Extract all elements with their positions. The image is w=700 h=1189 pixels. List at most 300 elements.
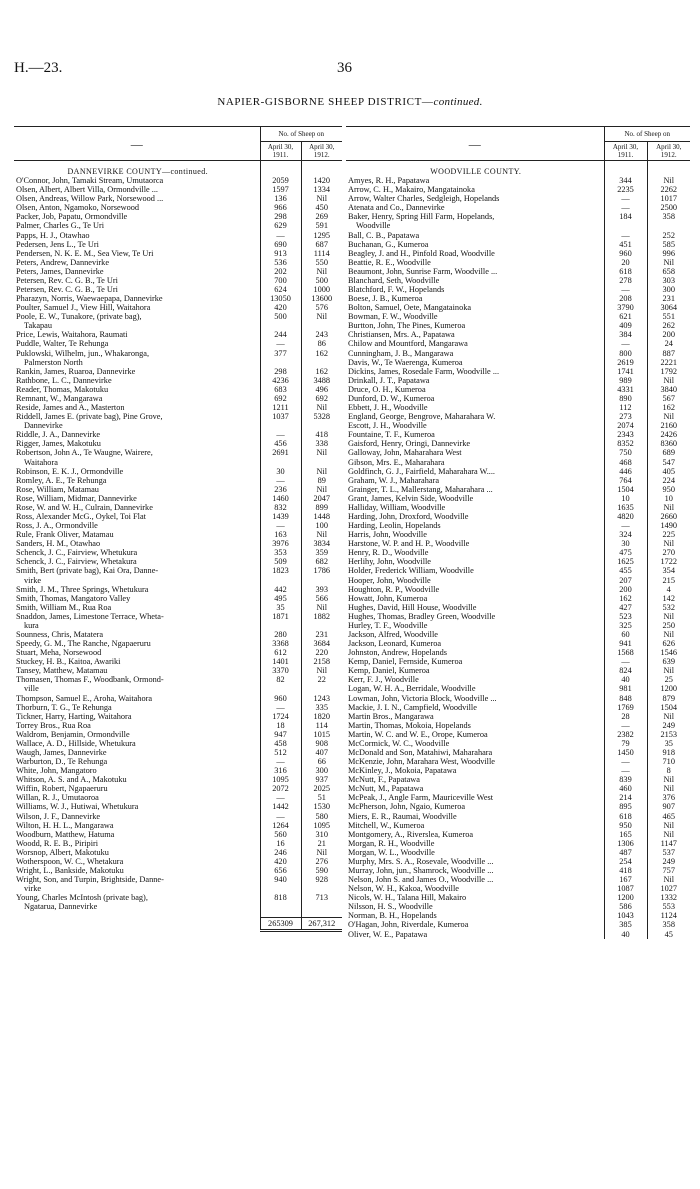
sheep-1912: Nil <box>301 448 342 457</box>
sheep-1911: — <box>604 766 647 775</box>
holder-name: Williams, W. J., Hutiwai, Whetukura <box>16 802 139 812</box>
holder-name: Dunford, D. W., Kumeroa <box>348 393 435 403</box>
holder-name: Beagley, J. and H., Pinfold Road, Woodville <box>348 248 495 258</box>
holder-name: Mackie, J. I. N., Campfield, Woodville <box>348 702 477 712</box>
holder-name: Pedersen, Jens L., Te Uri <box>16 239 99 249</box>
holder-name: Rankin, James, Ruaroa, Dannevirke <box>16 366 136 376</box>
sheep-1912: 887 <box>647 349 690 358</box>
sheep-1912: 338 <box>301 439 342 448</box>
sheep-1912: 162 <box>301 367 342 376</box>
holder-name: Baker, Henry, Spring Hill Farm, Hopelands, <box>348 212 495 222</box>
sheep-1911: 236 <box>260 485 301 494</box>
table-row <box>346 503 690 512</box>
holder-name: Stuart, Meha, Norsewood <box>16 648 102 658</box>
sheep-1912: 250 <box>647 621 690 630</box>
sheep-1912: 262 <box>647 321 690 330</box>
sheep-1911: 1724 <box>260 712 301 721</box>
table-row <box>346 267 690 276</box>
sheep-1912: 1000 <box>301 285 342 294</box>
holder-name: Petersen, Rev. C. G. B., Te Uri <box>16 275 118 285</box>
holder-name: Martin, W. C. and W. E., Orope, Kumeroa <box>348 729 488 739</box>
table-row <box>346 757 690 766</box>
table-row <box>346 657 690 666</box>
holder-name: Holder, Frederick William, Woodville <box>348 566 474 576</box>
sheep-1912: 1334 <box>301 185 342 194</box>
table-row <box>346 285 690 294</box>
holder-name: Robinson, E. K. J., Ormondville <box>16 466 124 476</box>
table-row <box>346 830 690 839</box>
holder-name: Kemp, Daniel, Fernside, Kumeroa <box>348 657 463 667</box>
sheep-1912: Nil <box>647 821 690 830</box>
table-row <box>14 321 342 330</box>
table-row <box>14 458 342 467</box>
sheep-1911: 981 <box>604 684 647 693</box>
table-row <box>346 231 690 240</box>
sheep-1911: 458 <box>260 739 301 748</box>
holder-name: Smith, J. M., Three Springs, Whetukura <box>16 584 149 594</box>
sheep-1912: 450 <box>301 203 342 212</box>
table-row <box>346 911 690 920</box>
sheep-1912: 692 <box>301 394 342 403</box>
sheep-1911: — <box>604 231 647 240</box>
sheep-1911: 586 <box>604 902 647 911</box>
sheep-1911: 1823 <box>260 566 301 575</box>
table-row <box>346 240 690 249</box>
sheep-1911: 989 <box>604 376 647 385</box>
table-row <box>346 666 690 675</box>
sheep-1911: 385 <box>604 920 647 929</box>
table-row <box>14 503 342 512</box>
sheep-1911: 700 <box>260 276 301 285</box>
sheep-1912: 418 <box>301 430 342 439</box>
holder-name: Jackson, Leonard, Kumeroa <box>348 639 442 649</box>
table-row <box>346 194 690 203</box>
sheep-1912: 220 <box>301 648 342 657</box>
sheep-1912: 553 <box>647 902 690 911</box>
sheep-1912: 639 <box>647 657 690 666</box>
sheep-1912: 231 <box>301 630 342 639</box>
sheep-1912: 950 <box>647 485 690 494</box>
table-row <box>14 830 342 839</box>
holder-name: Nelson, W. H., Kakoa, Woodville <box>348 884 459 894</box>
holder-name: Puklowski, Wilhelm, jun., Whakaronga, <box>16 348 150 358</box>
table-row <box>346 712 690 721</box>
sheep-1911: 460 <box>604 784 647 793</box>
table-row <box>346 703 690 712</box>
sheep-1912: 10 <box>647 494 690 503</box>
sheep-1911: 1625 <box>604 557 647 566</box>
sheep-1911: 200 <box>604 585 647 594</box>
holder-name: Rigger, James, Makotuku <box>16 439 101 449</box>
sheep-1912: 45 <box>647 930 690 939</box>
sheep-1911: — <box>604 339 647 348</box>
sheep-1912: Nil <box>647 539 690 548</box>
holder-name: Ebbett, J. H., Woodville <box>348 403 428 413</box>
holder-name: Grainger, T. L., Mallerstang, Maharahara ... <box>348 484 493 494</box>
sheep-1911: 1597 <box>260 185 301 194</box>
sheep-1911: 246 <box>260 848 301 857</box>
sheep-1912: Nil <box>647 176 690 185</box>
holder-name: Sanders, H. M., Otawhao <box>16 539 101 549</box>
sheep-1912: 1792 <box>647 367 690 376</box>
holder-name: Olsen, Anton, Ngamoko, Norsewood <box>16 203 140 213</box>
sheep-1912: 682 <box>301 557 342 566</box>
sheep-1911: 420 <box>260 857 301 866</box>
sheep-1912: 918 <box>647 748 690 757</box>
holder-name: Smith, William M., Rua Roa <box>16 602 112 612</box>
table-row <box>346 448 690 457</box>
table-row <box>14 821 342 830</box>
table-row <box>346 512 690 521</box>
sheep-1911: 2235 <box>604 185 647 194</box>
holder-name: McKinley, J., Mokoia, Papatawa <box>348 766 457 776</box>
table-row <box>14 376 342 385</box>
holder-name: Hughes, Thomas, Bradley Green, Woodville <box>348 611 496 621</box>
sheep-1911: 692 <box>260 394 301 403</box>
sheep-1912: 335 <box>301 703 342 712</box>
holder-name: Arrow, C. H., Makairo, Mangatainoka <box>348 185 475 195</box>
sheep-1911: 629 <box>260 221 301 230</box>
sheep-1912: 25 <box>647 675 690 684</box>
table-row <box>346 621 690 630</box>
table-row <box>14 739 342 748</box>
holder-name: Beaumont, John, Sunrise Farm, Woodville ... <box>348 266 498 276</box>
sheep-1911: 1635 <box>604 503 647 512</box>
sheep-1911: 1568 <box>604 648 647 657</box>
table-row <box>14 812 342 821</box>
sheep-1912: 551 <box>647 312 690 321</box>
sheep-1911: 344 <box>604 176 647 185</box>
sheep-1912: 465 <box>647 812 690 821</box>
sheep-1912 <box>301 902 342 911</box>
holder-name: Rule, Frank Oliver, Matamau <box>16 530 114 540</box>
table-row <box>346 321 690 330</box>
sheep-1912: 547 <box>647 458 690 467</box>
sheep-1912: 358 <box>647 920 690 929</box>
table-row <box>14 675 342 684</box>
sheep-1912: 276 <box>301 857 342 866</box>
holder-name: Speedy, G. M., The Ranche, Ngapaeruru <box>16 639 151 649</box>
holder-name: Puddle, Walter, Te Rehunga <box>16 339 109 349</box>
sheep-1912: 249 <box>647 857 690 866</box>
table-row <box>14 793 342 802</box>
table-row <box>346 920 690 929</box>
sheep-1911: 2059 <box>260 176 301 185</box>
sheep-1912: Nil <box>301 403 342 412</box>
sheep-1912: 496 <box>301 385 342 394</box>
sheep-1912: 310 <box>301 830 342 839</box>
holder-name-continued: Ngatarua, Dannevirke <box>24 902 98 912</box>
holder-name-continued: virke <box>24 884 42 894</box>
left-table-header <box>14 126 342 161</box>
sheep-1912: 1017 <box>647 194 690 203</box>
sheep-1911 <box>260 684 301 693</box>
table-row <box>14 276 342 285</box>
sheep-1911: 947 <box>260 730 301 739</box>
sheep-1911: 495 <box>260 594 301 603</box>
right-header-1912: April 30, 1912. <box>647 142 690 161</box>
holder-name: Wilton, H. H. L., Mangarawa <box>16 820 114 830</box>
sheep-1911: 60 <box>604 630 647 639</box>
sheep-1911: 8352 <box>604 439 647 448</box>
sheep-1911: 10 <box>604 494 647 503</box>
sheep-1911: 683 <box>260 385 301 394</box>
table-row <box>14 403 342 412</box>
sheep-1912: 22 <box>301 675 342 684</box>
sheep-1911: 895 <box>604 802 647 811</box>
table-row <box>14 884 342 893</box>
sheep-1911: 618 <box>604 267 647 276</box>
table-row <box>346 675 690 684</box>
sheep-1912: 658 <box>647 267 690 276</box>
holder-name: Wilson, J. F., Dannevirke <box>16 811 101 821</box>
sheep-1911: 2382 <box>604 730 647 739</box>
sheep-1912 <box>301 576 342 585</box>
table-row <box>346 612 690 621</box>
holder-name: Ross, J. A., Ormondville <box>16 521 98 531</box>
sheep-1912: 1200 <box>647 684 690 693</box>
sheep-1911: 214 <box>604 793 647 802</box>
holder-name: Escott, J. H., Woodville <box>348 421 427 431</box>
table-row <box>14 748 342 757</box>
holder-name: Smith, Bert (private bag), Kai Ora, Danne- <box>16 566 159 576</box>
table-row <box>346 812 690 821</box>
holder-name: Beattie, R. E., Woodville <box>348 257 431 267</box>
sheep-1911: 1460 <box>260 494 301 503</box>
sheep-1911: 800 <box>604 349 647 358</box>
sheep-1912: Nil <box>301 666 342 675</box>
holder-name: Reside, James and A., Masterton <box>16 403 125 413</box>
sheep-1911: 3368 <box>260 639 301 648</box>
holder-name-continued: ville <box>24 684 39 694</box>
holder-name: Nelson, John S. and James O., Woodville ... <box>348 875 494 885</box>
holder-name: Murray, John, jun., Shamrock, Woodville ... <box>348 866 494 876</box>
sheep-1912: 2158 <box>301 657 342 666</box>
table-row <box>346 349 690 358</box>
holder-name: Harstone, W. P. and H. P., Woodville <box>348 539 470 549</box>
holder-name: Petersen, Rev. C. G. B., Te Uri <box>16 285 118 295</box>
sheep-1912: 1124 <box>647 911 690 920</box>
holder-name: Norman, B. H., Hopelands <box>348 911 437 921</box>
table-row <box>14 367 342 376</box>
sheep-1911: — <box>604 721 647 730</box>
holder-name: Gaisford, Henry, Oringi, Dannevirke <box>348 439 471 449</box>
holder-name: Burtton, John, The Pines, Kumeroa <box>348 321 466 331</box>
table-row <box>14 231 342 240</box>
sheep-1911 <box>260 321 301 330</box>
table-row <box>14 557 342 566</box>
sheep-1911: 2072 <box>260 784 301 793</box>
holder-name: Wright, Son, and Turpin, Brightside, Danne- <box>16 875 164 885</box>
sheep-1912: Nil <box>647 712 690 721</box>
sheep-1911: 523 <box>604 612 647 621</box>
table-row <box>346 367 690 376</box>
table-row <box>346 793 690 802</box>
sheep-1912: 86 <box>301 339 342 348</box>
sheep-1912: Nil <box>301 603 342 612</box>
sheep-1912: 500 <box>301 276 342 285</box>
sheep-1912: 713 <box>301 893 342 902</box>
sheep-1912: 89 <box>301 476 342 485</box>
holder-name: Graham, W. J., Maharahara <box>348 475 440 485</box>
table-row <box>346 684 690 693</box>
total-1911: 265309 <box>260 917 301 930</box>
sheep-1911: 20 <box>604 258 647 267</box>
table-row <box>14 839 342 848</box>
sheep-1912: 215 <box>647 576 690 585</box>
table-row <box>14 494 342 503</box>
holder-name: Wallace, A. D., Hillside, Whetukura <box>16 738 136 748</box>
sheep-1911: 1439 <box>260 512 301 521</box>
holder-name: Kerr, F. J., Woodville <box>348 675 419 685</box>
sheep-1912: 567 <box>647 394 690 403</box>
holder-name: Kemp, Daniel, Kumeroa <box>348 666 430 676</box>
sheep-1911: 509 <box>260 557 301 566</box>
sheep-1911: 818 <box>260 893 301 902</box>
table-row <box>14 185 342 194</box>
table-row <box>14 694 342 703</box>
sheep-1911: 621 <box>604 312 647 321</box>
table-row <box>14 594 342 603</box>
holder-name: Schenck, J. C., Fairview, Whetukura <box>16 548 138 558</box>
sheep-1912: 1546 <box>647 648 690 657</box>
sheep-1911: 1450 <box>604 748 647 757</box>
table-row <box>346 784 690 793</box>
table-row <box>14 621 342 630</box>
sheep-1912: 2262 <box>647 185 690 194</box>
holder-name: Whitson, A. S. and A., Makotuku <box>16 775 127 785</box>
sheep-1912: 2160 <box>647 421 690 430</box>
table-row <box>14 666 342 675</box>
holder-name: Dickins, James, Rosedale Farm, Woodville ... <box>348 366 500 376</box>
holder-name: Davis, W., Te Waerenga, Kumeroa <box>348 357 463 367</box>
sheep-1912: 162 <box>301 349 342 358</box>
holder-name <box>14 684 260 693</box>
sheep-1911: 298 <box>260 212 301 221</box>
holder-name: Olsen, Albert, Albert Villa, Ormondville ... <box>16 185 158 195</box>
sheep-1911: 28 <box>604 712 647 721</box>
table-row <box>346 630 690 639</box>
holder-name: Jackson, Alfred, Woodville <box>348 629 438 639</box>
sheep-1911: 82 <box>260 675 301 684</box>
holder-name-continued: Takapau <box>24 321 52 331</box>
sheep-1911: 890 <box>604 394 647 403</box>
table-row <box>346 221 690 230</box>
table-row <box>14 857 342 866</box>
sheep-1912: 3488 <box>301 376 342 385</box>
table-row <box>346 739 690 748</box>
sheep-1911: 2074 <box>604 421 647 430</box>
sheep-1911: 427 <box>604 603 647 612</box>
table-row <box>14 875 342 884</box>
table-row <box>14 684 342 693</box>
sheep-1912: 1015 <box>301 730 342 739</box>
holder-name: Hughes, David, Hill House, Woodville <box>348 602 477 612</box>
sheep-1911: 418 <box>604 866 647 875</box>
table-row <box>14 176 342 185</box>
table-row <box>346 866 690 875</box>
sheep-1912: 908 <box>301 739 342 748</box>
sheep-1912: 687 <box>301 240 342 249</box>
sheep-1911: 512 <box>260 748 301 757</box>
table-row <box>14 603 342 612</box>
table-row <box>14 439 342 448</box>
sheep-1912: 580 <box>301 812 342 821</box>
table-row <box>346 821 690 830</box>
right-header-1911: April 30, 1911. <box>604 142 647 161</box>
sheep-1911: 30 <box>260 467 301 476</box>
table-row <box>14 203 342 212</box>
sheep-1911: 966 <box>260 203 301 212</box>
holder-name: Stuckey, H. B., Kaitoa, Awariki <box>16 657 121 667</box>
sheep-1911: — <box>260 231 301 240</box>
sheep-1911: 839 <box>604 775 647 784</box>
sheep-1912 <box>301 884 342 893</box>
sheep-1912: 1722 <box>647 557 690 566</box>
holder-name: Murphy, Mrs. S. A., Rosevale, Woodville ... <box>348 856 494 866</box>
sheep-1911: 377 <box>260 349 301 358</box>
sheep-1912: 996 <box>647 249 690 258</box>
sheep-1912: 1820 <box>301 712 342 721</box>
sheep-1912: Nil <box>647 412 690 421</box>
holder-name: Waldrom, Benjamin, Ormondville <box>16 729 130 739</box>
sheep-1911: 409 <box>604 321 647 330</box>
right-table <box>346 161 690 939</box>
holder-name: Grant, James, Kelvin Side, Woodville <box>348 493 474 503</box>
sheep-1912: 899 <box>301 503 342 512</box>
table-row <box>346 730 690 739</box>
sheep-1912: 5328 <box>301 412 342 421</box>
holder-name: McPherson, John, Ngaio, Kumeroa <box>348 802 466 812</box>
total-row <box>14 917 342 930</box>
holder-name: Thorburn, T. G., Te Rehunga <box>16 702 112 712</box>
sheep-1912: 537 <box>647 848 690 857</box>
table-row <box>346 467 690 476</box>
sheep-1912: 626 <box>647 639 690 648</box>
right-header-dash: — <box>468 136 481 151</box>
sheep-1912: 1490 <box>647 521 690 530</box>
sheep-1911: 848 <box>604 694 647 703</box>
holder-name <box>346 221 604 230</box>
holder-name: Papps, H. J., Otawhao <box>16 230 90 240</box>
sheep-1912: 879 <box>647 694 690 703</box>
sheep-1912: Nil <box>647 784 690 793</box>
holder-name: Goldfinch, G. J., Fairfield, Maharahara W.... <box>348 466 496 476</box>
table-row <box>14 285 342 294</box>
sheep-1912: 243 <box>301 330 342 339</box>
sheep-1911: 298 <box>260 367 301 376</box>
table-row <box>14 585 342 594</box>
sheep-1912 <box>301 358 342 367</box>
sheep-1911: 165 <box>604 830 647 839</box>
sheep-1911: — <box>260 430 301 439</box>
holder-name <box>14 458 260 467</box>
table-row <box>346 185 690 194</box>
sheep-1912: Nil <box>301 848 342 857</box>
holder-name-continued: Waitahora <box>24 457 58 467</box>
sheep-1912: 1530 <box>301 802 342 811</box>
table-row <box>14 240 342 249</box>
sheep-1912: 66 <box>301 757 342 766</box>
table-row <box>346 494 690 503</box>
table-row <box>14 330 342 339</box>
table-row <box>14 303 342 312</box>
right-section-heading: WOODVILLE COUNTY. <box>430 167 522 176</box>
sheep-1912: 269 <box>301 212 342 221</box>
table-row <box>14 648 342 657</box>
holder-name: Nicols, W. H., Talana Hill, Makairo <box>348 893 467 903</box>
holder-name <box>14 321 260 330</box>
